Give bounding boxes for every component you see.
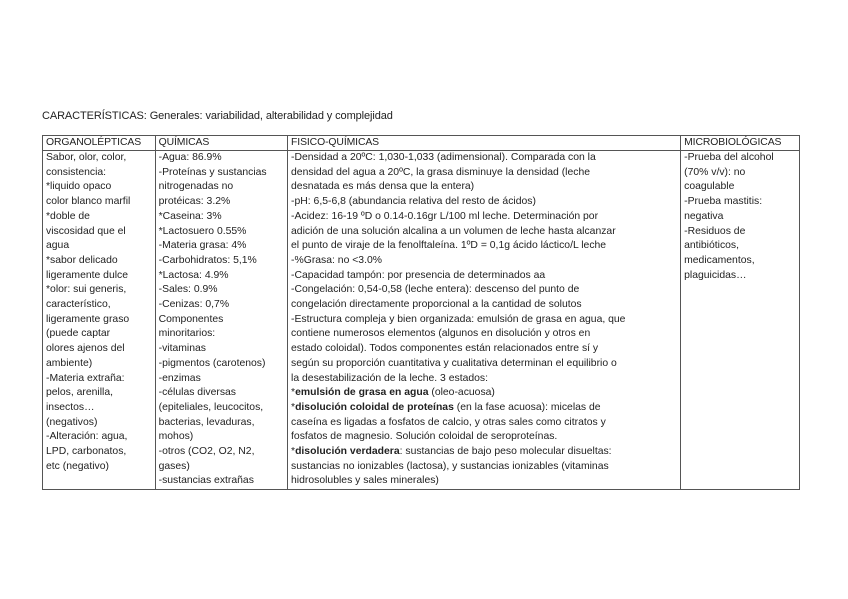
list-item: (negativos) (46, 416, 98, 428)
header-fisicoquimicas: FISICO-QUÍMICAS (288, 136, 681, 151)
list-item: -Prueba del alcohol (684, 152, 774, 163)
estado-emulsion-term: emulsión de grasa en agua (295, 387, 429, 399)
list-item: coagulable (684, 181, 735, 193)
list-item: -Alteración: agua, (46, 431, 128, 443)
text-line: desnatada es más densa que la entera) (291, 181, 475, 193)
list-item: *Lactosa: 4.9% (158, 269, 229, 281)
list-item: gases) (158, 460, 190, 472)
estado-verdadera-term: disolución verdadera (295, 446, 400, 458)
estado-bullet: * (291, 446, 296, 458)
estado-coloidal-term: disolución coloidal de proteínas (295, 401, 454, 413)
list-item: ligeramente graso (46, 313, 130, 325)
list-item: *Lactosuero 0.55% (158, 225, 247, 237)
estado-verdadera-detail: : sustancias de bajo peso molecular disueltas: (399, 446, 612, 458)
list-item: (puede captar (46, 328, 111, 340)
list-item: medicamentos, (684, 254, 755, 266)
text-line: densidad del agua a 20ºC, la grasa disminuye la densidad (leche (291, 166, 591, 178)
list-item: (70% v/v): no (684, 166, 746, 178)
text-line: -Densidad a 20ºC: 1,030-1,033 (adimensional). Comparada con la (291, 152, 596, 163)
list-item: -células diversas (158, 387, 236, 399)
list-item: ligeramente dulce (46, 269, 129, 281)
list-item: protéicas: 3.2% (158, 196, 231, 208)
text-line: -Congelación: 0,54-0,58 (leche entera): descenso del punto de (291, 284, 580, 296)
cell-microbiologicas (681, 151, 800, 490)
text-line: -Capacidad tampón: por presencia de determinados aa (291, 269, 546, 281)
list-item: *doble de (46, 210, 90, 222)
list-item: -enzimas (158, 372, 201, 384)
cell-quimicas (155, 151, 287, 490)
list-item: consistencia: (46, 166, 107, 178)
table-header-row (43, 136, 800, 151)
list-item: -Sales: 0.9% (158, 284, 218, 296)
list-item: agua (46, 240, 70, 252)
table-row (43, 151, 800, 490)
page-title: CARACTERÍSTICAS: Generales: variabilidad, alterabilidad y complejidad (42, 110, 393, 122)
list-item: plaguicidas… (684, 269, 747, 281)
text-line: adición de una solución alcalina a un volumen de leche hasta alcanzar (291, 225, 616, 237)
text-line: -%Grasa: no <3.0% (291, 254, 382, 266)
text-line: contiene numerosos elementos (algunos en disolución y otros en (291, 328, 591, 340)
text-line: fosfatos de magnesio. Solución coloidal de seroproteínas. (291, 431, 558, 443)
estado-coloidal (291, 401, 677, 416)
text-line: estado coloidal). Todos componentes están relacionados entre sí y (291, 343, 599, 355)
cell-fisicoquimicas (288, 151, 681, 490)
text-line: la desestabilización de la leche. 3 estados: (291, 372, 489, 384)
estado-bullet: * (291, 401, 296, 413)
list-item: minoritarios: (158, 328, 216, 340)
list-item: olores ajenos del (46, 343, 125, 355)
list-item: Sabor, olor, color, (46, 152, 127, 163)
characteristics-table (42, 135, 800, 490)
list-item: Componentes (158, 313, 224, 325)
text-line: según su proporción cuantitativa y cualitativa determinan el equilibrio o (291, 357, 617, 369)
estado-verdadera (291, 445, 677, 460)
header-quimicas: QUÍMICAS (155, 136, 287, 151)
list-item: (epiteliales, leucocitos, (158, 401, 264, 413)
list-item: -Carbohidratos: 5,1% (158, 254, 257, 266)
list-item: -Residuos de (684, 225, 746, 237)
list-item: -Cenizas: 0,7% (158, 299, 230, 311)
header-microbiologicas: MICROBIOLÓGICAS (681, 136, 800, 151)
list-item: -pigmentos (carotenos) (158, 357, 266, 369)
list-item: insectos… (46, 401, 95, 413)
list-item: pelos, arenilla, (46, 387, 114, 399)
list-item: *sabor delicado (46, 254, 118, 266)
estado-emulsion-detail: (oleo-acuosa) (428, 387, 495, 399)
list-item: -vitaminas (158, 343, 206, 355)
list-item: bacterias, levaduras, (158, 416, 255, 428)
list-item: *olor: sui generis, (46, 284, 127, 296)
header-organolepticas: ORGANOLÉPTICAS (43, 136, 156, 151)
text-line: congelación directamente proporcional a la cantidad de solutos (291, 299, 582, 311)
list-item: *Caseina: 3% (158, 210, 222, 222)
list-item: viscosidad que el (46, 225, 126, 237)
text-line: hidrosolubles y sales minerales) (291, 475, 439, 487)
list-item: -Agua: 86.9% (158, 152, 222, 163)
list-item: -Proteínas y sustancias (158, 166, 267, 178)
list-item: *liquido opaco (46, 181, 112, 193)
estado-bullet: * (291, 387, 296, 399)
list-item: -sustancias extrañas (158, 475, 254, 487)
list-item: ambiente) (46, 357, 93, 369)
text-line: -Estructura compleja y bien organizada: emulsión de grasa en agua, que (291, 313, 626, 325)
list-item: -Prueba mastitis: (684, 196, 763, 208)
list-item: antibióticos, (684, 240, 739, 252)
list-item: LPD, carbonatos, (46, 446, 127, 458)
list-item: color blanco marfil (46, 196, 131, 208)
list-item: etc (negativo) (46, 460, 109, 472)
text-line: caseína es ligadas a fosfatos de calcio, y otras sales como citratos y (291, 416, 606, 428)
list-item: mohos) (158, 431, 194, 443)
list-item: nitrogenadas no (158, 181, 234, 193)
list-item: -Materia extraña: (46, 372, 125, 384)
text-line: -Acidez: 16-19 ºD o 0.14-0.16gr L/100 ml leche. Determinación por (291, 210, 599, 222)
list-item: -Materia grasa: 4% (158, 240, 247, 252)
estado-coloidal-detail: (en la fase acuosa): micelas de (453, 401, 601, 413)
text-line: -pH: 6,5-6,8 (abundancia relativa del resto de ácidos) (291, 196, 536, 208)
text-line: sustancias no ionizables (lactosa), y sustancias ionizables (vitaminas (291, 460, 609, 472)
list-item: negativa (684, 210, 724, 222)
list-item: -otros (CO2, O2, N2, (158, 446, 255, 458)
estado-emulsion (291, 386, 677, 401)
cell-organolepticas (43, 151, 156, 490)
list-item: característico, (46, 299, 111, 311)
text-line: el punto de viraje de la fenolftaleína. 1ºD = 0,1g ácido láctico/L leche (291, 240, 607, 252)
